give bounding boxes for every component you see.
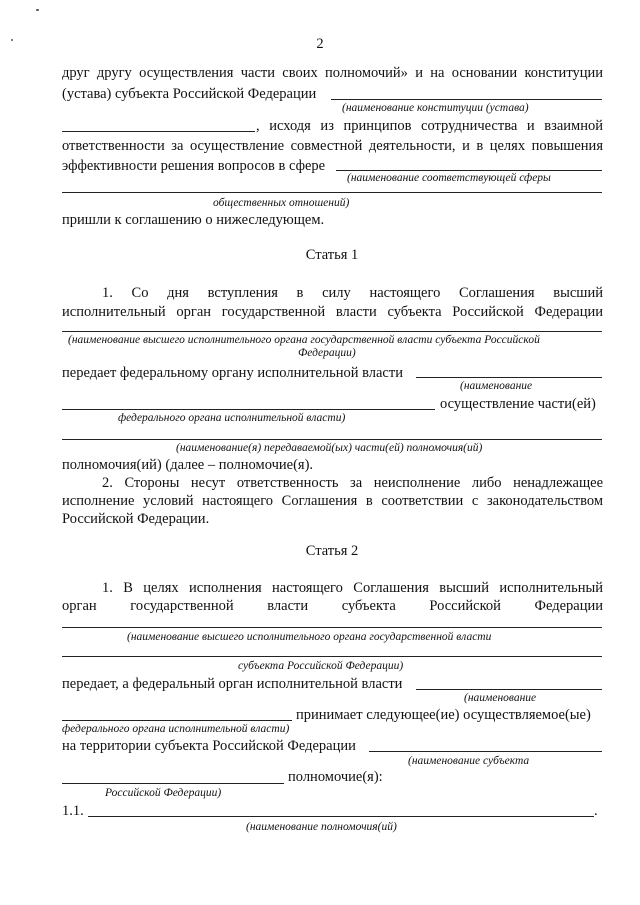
intro-line-4: ответственности за осуществление совместной деятельности, и в целях повышения xyxy=(62,138,603,154)
sphere-fill-line-2[interactable] xyxy=(62,192,602,193)
scan-speck xyxy=(11,39,13,41)
fed-body-fill-line-2b[interactable] xyxy=(62,720,292,721)
caption-subject-b: Российской Федерации) xyxy=(105,787,222,799)
page-number: 2 xyxy=(316,36,324,52)
item-end: . xyxy=(594,803,598,819)
intro-line-5: эффективности решения вопросов в сфере xyxy=(62,158,326,174)
fed-body-fill-line-2[interactable] xyxy=(62,409,435,410)
article-1-p2-line-1: 2. Стороны несут ответственность за неисполнение либо ненадлежащее xyxy=(102,475,603,491)
caption-sphere-1: (наименование соответствующей сферы xyxy=(347,172,551,184)
caption-fed-body: федерального органа исполнительной власти) xyxy=(118,412,346,424)
caption-body-2a: (наименование высшего исполнительного органа государственной власти xyxy=(127,631,492,643)
caption-parts: (наименование(я) передаваемой(ых) части(ей) полномочия(ий) xyxy=(176,442,483,454)
caption-power: (наименование полномочия(ий) xyxy=(246,821,397,833)
caption-constitution: (наименование конституции (устава) xyxy=(342,102,529,114)
caption-sphere-2: общественных отношений) xyxy=(213,197,350,209)
intro-line-1: друг другу осуществления части своих полномочий» и на основании конституции xyxy=(62,65,603,81)
article-1-p1-line-2: исполнительный орган государственной власти субъекта Российской Федерации xyxy=(62,304,603,320)
constitution-fill-line-2[interactable] xyxy=(62,131,255,132)
sphere-fill-line[interactable] xyxy=(336,170,602,171)
article-2-p1-line-1: 1. В целях исполнения настоящего Соглашения высший исполнительный xyxy=(102,580,603,596)
body-name-fill-line-2a[interactable] xyxy=(62,627,602,628)
article-1-p1-line-4: осуществление части(ей) xyxy=(440,396,596,412)
caption-body-a: (наименование высшего исполнительного органа государственной власти субъекта Российской xyxy=(68,334,540,346)
intro-line-3: , исходя из принципов сотрудничества и взаимной xyxy=(256,118,603,134)
item-number: 1.1. xyxy=(62,803,84,819)
article-1-p2-line-2: исполнение условий настоящего Соглашения в соответствии с законодательством xyxy=(62,493,603,509)
caption-body-b: Федерации) xyxy=(298,347,356,359)
fed-body-fill-line[interactable] xyxy=(416,377,602,378)
power-fill-line[interactable] xyxy=(88,816,594,817)
body-name-fill-line-2b[interactable] xyxy=(62,656,602,657)
subject-fill-line-2[interactable] xyxy=(62,783,284,784)
article-1-p2-line-3: Российской Федерации. xyxy=(62,511,210,527)
scan-speck xyxy=(36,9,39,11)
article-2-p1-line-2: орган государственной власти субъекта Российской Федерации xyxy=(62,598,603,614)
fed-body-fill-line-2a[interactable] xyxy=(416,689,602,690)
article-1-p1-line-3: передает федеральному органу исполнительной власти xyxy=(62,365,403,381)
constitution-fill-line[interactable] xyxy=(331,99,602,100)
caption-body-2b: субъекта Российской Федерации) xyxy=(238,660,404,672)
intro-line-6: пришли к соглашению о нижеследующем. xyxy=(62,212,325,228)
article-1-p1-line-5: полномочия(ий) (далее – полномочие(я). xyxy=(62,457,314,473)
article-2-p1-line-5: на территории субъекта Российской Федерации xyxy=(62,738,356,754)
caption-name-2: (наименование xyxy=(464,692,537,704)
intro-line-2: (устава) субъекта Российской Федерации xyxy=(62,86,317,102)
article-2-title: Статья 2 xyxy=(305,543,359,559)
caption-name: (наименование xyxy=(460,380,533,392)
article-1-title: Статья 1 xyxy=(305,247,359,263)
subject-fill-line[interactable] xyxy=(369,751,602,752)
body-name-fill-line[interactable] xyxy=(62,331,602,332)
article-2-p1-line-4: принимает следующее(ие) осуществляемое(ые) xyxy=(296,707,591,723)
parts-fill-line[interactable] xyxy=(62,439,602,440)
article-2-p1-line-3: передает, а федеральный орган исполнительной власти xyxy=(62,676,403,692)
caption-fed-body-2: федерального органа исполнительной власти) xyxy=(62,723,290,735)
caption-subject-a: (наименование субъекта xyxy=(408,755,530,767)
article-2-p1-line-6: полномочие(я): xyxy=(288,769,383,785)
article-1-p1-line-1: 1. Со дня вступления в силу настоящего Соглашения высший xyxy=(102,285,603,301)
